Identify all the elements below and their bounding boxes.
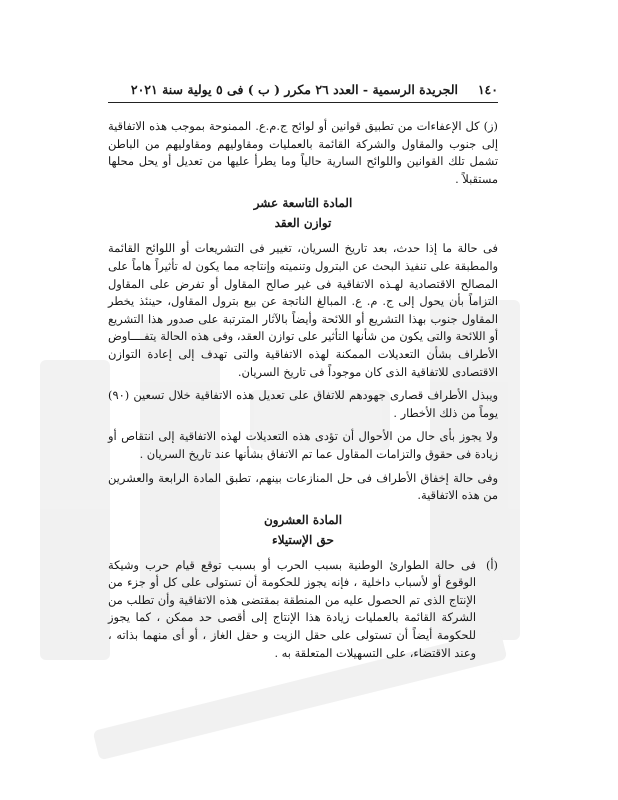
paragraph-z: (ز) كل الإعفاءات من تطبيق قوانين أو لوائح ج.م.ع. الممنوحة بموجب هذه الاتفاقية إلى جنوب والمقاول والشركة القائمة بالعمليات ومقاوليهم ومقاوليهم من الباطن تشمل تلك القوانين واللوائح السارية حالياً وما يطرأ عليها من تعديل أو يحل محلها مستقبلاً .: [108, 119, 498, 186]
page-number: ١٤٠: [477, 82, 498, 97]
article-19-paragraph-2: ويبذل الأطراف قصارى جهودهم للاتفاق على تعديل هذه الاتفاقية خلال تسعين (٩٠) يوماً من ذلك الأخطار .: [108, 388, 498, 420]
article-19-heading: المادة التاسعة عشر: [253, 196, 353, 211]
gazette-title: الجريدة الرسمية - العدد ٢٦ مكرر ( ب ) فى ٥ يولية سنة ٢٠٢١: [130, 82, 458, 97]
item-a-label: (أ): [485, 557, 498, 572]
page-header: [108, 80, 498, 103]
document-body: [108, 118, 498, 668]
article-20-subheading: حق الإستيلاء: [272, 532, 334, 547]
article-20-heading: المادة العشرون: [263, 512, 343, 527]
article-19-paragraph-3: ولا يجوز بأى حال من الأحوال أن تؤدى هذه التعديلات لهذه الاتفاقية إلى انتقاص أو زيادة فى حقوق والتزامات المقاول عما تم الاتفاق بشأنها عند تاريخ السريان .: [108, 429, 498, 461]
article-20-item-a: [108, 557, 498, 663]
article-19-subheading: توازن العقد: [274, 216, 332, 231]
item-a-text: فى حالة الطوارئ الوطنية بسبب الحرب أو بسبب توقع قيام حرب وشيكة الوقوع أو لأسباب داخلية ، فإنه يجوز للحكومة أن تستولى على كل أو جزء من الإنتاج الذى تم الحصول عليه من المنطقة بمقتضى هذه الاتفاقية وأن تطلب من الشركة القائمة بالعمليات زيادة هذا الإنتاج إلى أقصى حد ممكن ، كما يجوز للحكومة أيضاً أن تستولى على حقل الزيت و حقل الغاز ، أو أى منهما بذاته ، وعند الاقتضاء، على التسهيلات المتعلقة به .: [108, 557, 476, 660]
article-19-paragraph-1: فى حالة ما إذا حدث، بعد تاريخ السريان، تغيير فى التشريعات أو اللوائح القائمة والمطبقة على تنفيذ البحث عن البترول وتنميته وإنتاجه مما يكون له تأثيراً هاماً على المصالح الاقتصادية لهـذه الاتفاقية فى غير صالح المقاول أو تفرض على المقاول التزاماً بأن يحول إلى ج. م. ع. المبالغ الناتجة عن بيع بترول المقاول، حينئذ يخطر المقاول جنوب بهذا التشريع أو اللائحة وأيضاً بالآثار المترتبة على صدور هذا التشريع أو اللائحة والتى يكون من شأنها التأثير على توازن العقد، وفى هذه الحالة يتفــــاوض الأطراف بشأن التعديلات الممكنة لهذه الاتفاقية والتى تهدف إلى إعادة التوازن الاقتصادى للاتفاقية الذى كان موجوداً فى تاريخ السريان.: [108, 241, 498, 379]
article-19-paragraph-4: وفى حالة إخفاق الأطراف فى حل المنازعات بينهم، تطبق المادة الرابعة والعشرين من هذه الاتفاقية.: [108, 470, 498, 503]
